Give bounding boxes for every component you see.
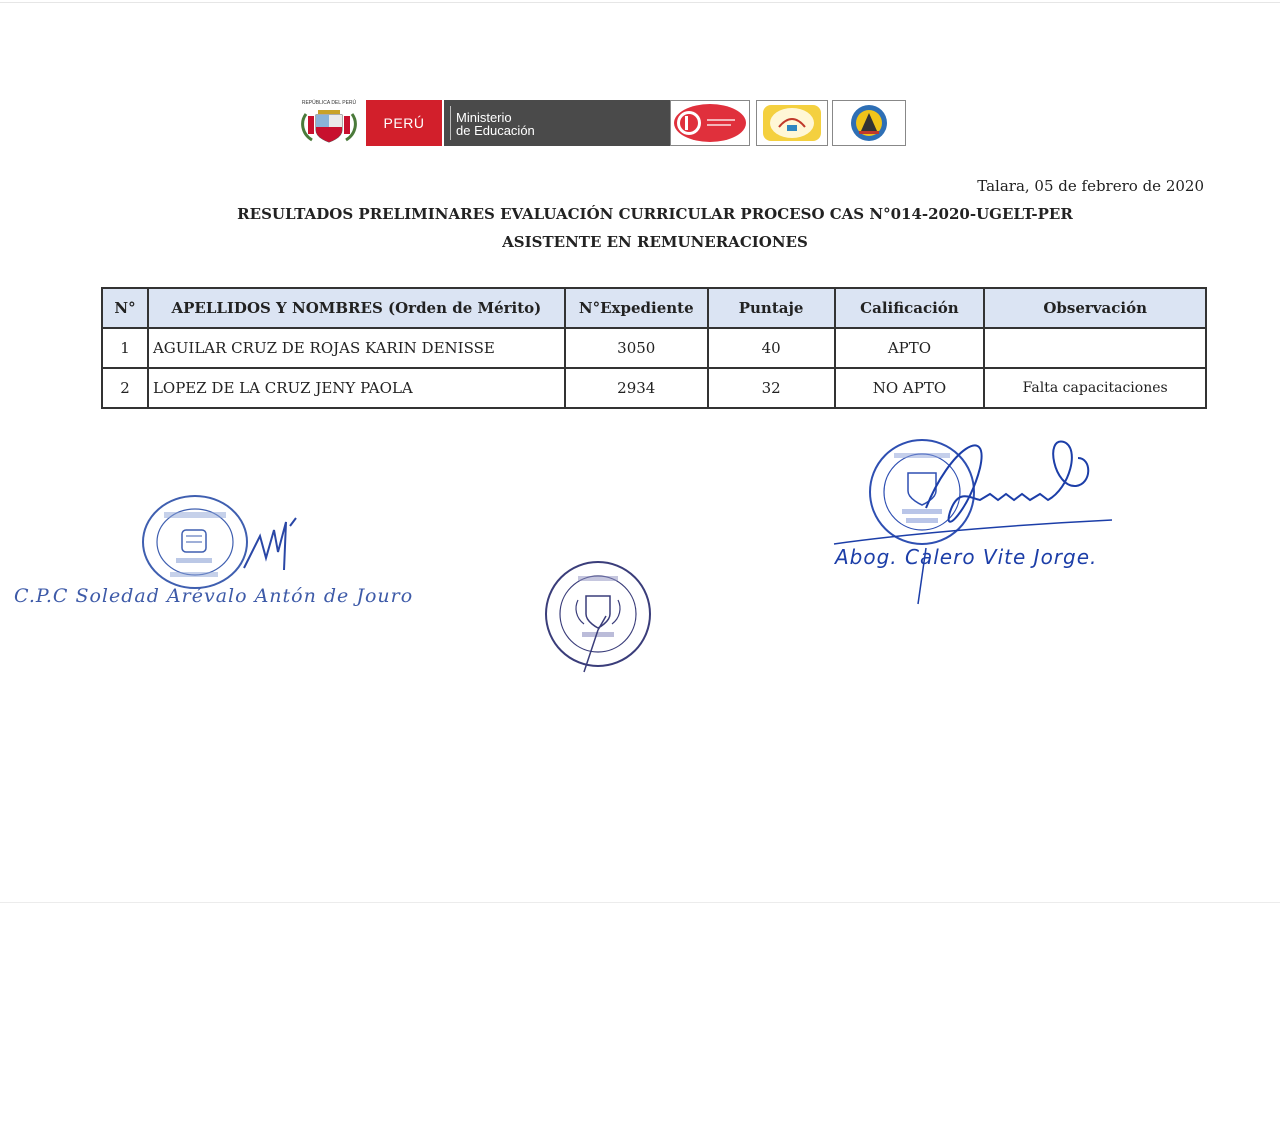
- cell-number: 2: [102, 368, 148, 408]
- ministry-divider: [450, 106, 451, 140]
- results-table: [101, 287, 1207, 409]
- cell-expediente: 3050: [565, 328, 708, 368]
- cell-number: 1: [102, 328, 148, 368]
- partner-logo-2: [756, 100, 828, 146]
- header-expediente: N°Expediente: [565, 288, 708, 328]
- left-signatory-name: C.P.C Soledad Arévalo Antón de Jouro: [14, 585, 414, 607]
- scan-edge-bottom: [0, 902, 1280, 903]
- cell-expediente: 2934: [565, 368, 708, 408]
- ugel-emblem-icon: [833, 101, 905, 145]
- header-calificacion: Calificación: [835, 288, 985, 328]
- header-number: N°: [102, 288, 148, 328]
- institution-logo-icon: [671, 101, 749, 145]
- table-row: [102, 328, 1206, 368]
- cell-puntaje: 32: [708, 368, 835, 408]
- header-logo-strip: [296, 100, 906, 146]
- peru-brand-box: PERÚ: [366, 100, 442, 146]
- center-official-stamp: [540, 556, 658, 676]
- cell-name: LOPEZ DE LA CRUZ JENY PAOLA: [148, 368, 565, 408]
- document-title: RESULTADOS PRELIMINARES EVALUACIÓN CURRICULAR PROCESO CAS N°014-2020-UGELT-PER: [237, 205, 1073, 223]
- cell-observacion: [984, 328, 1206, 368]
- left-signature-scribble: [240, 508, 310, 580]
- header-name: APELLIDOS Y NOMBRES (Orden de Mérito): [148, 288, 565, 328]
- coat-of-arms-logo: [298, 100, 360, 146]
- cell-puntaje: 40: [708, 328, 835, 368]
- scan-edge-top: [0, 2, 1280, 3]
- coat-of-arms-icon: [298, 100, 360, 146]
- table-header-row: [102, 288, 1206, 328]
- cell-name: AGUILAR CRUZ DE ROJAS KARIN DENISSE: [148, 328, 565, 368]
- partner-logo-3: [832, 100, 906, 146]
- coat-of-arms-title: REPÚBLICA DEL PERÚ: [301, 100, 357, 106]
- cell-calificacion: NO APTO: [835, 368, 985, 408]
- ministry-brand-box: [444, 100, 670, 146]
- document-date: Talara, 05 de febrero de 2020: [977, 177, 1204, 195]
- cell-observacion: Falta capacitaciones: [984, 368, 1206, 408]
- ministry-line-1: Ministerio: [456, 110, 512, 125]
- right-signatory-name: Abog. Calero Vite Jorge.: [835, 545, 1098, 569]
- left-official-stamp: [140, 492, 256, 592]
- right-signature-scribble: [830, 428, 1120, 608]
- header-puntaje: Puntaje: [708, 288, 835, 328]
- school-emblem-icon: [757, 101, 827, 145]
- document-subtitle: ASISTENTE EN REMUNERACIONES: [502, 233, 808, 251]
- cell-calificacion: APTO: [835, 328, 985, 368]
- table-row: [102, 368, 1206, 408]
- ministry-line-2: de Educación: [456, 123, 535, 138]
- header-observacion: Observación: [984, 288, 1206, 328]
- partner-logo-1: [670, 100, 750, 146]
